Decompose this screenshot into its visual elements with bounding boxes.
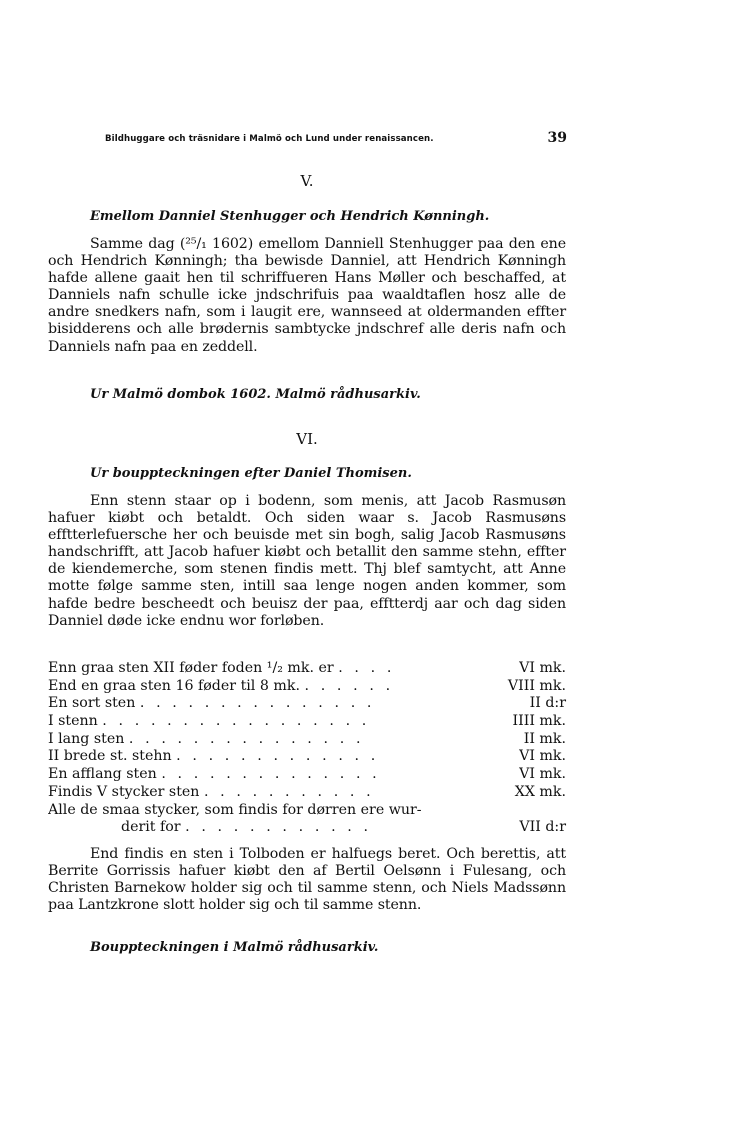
section-title-v: Emellom Danniel Stenhugger och Hendrich Kønningh. xyxy=(90,209,490,224)
inventory-row xyxy=(48,731,566,749)
inventory-amount: VI mk. xyxy=(519,660,566,676)
inventory-item: En afflang sten xyxy=(48,766,157,783)
inventory-amount: VII d:r xyxy=(519,819,566,836)
leader-dots: . . . . . . . . . . . . xyxy=(185,819,372,836)
inventory-row xyxy=(48,713,566,731)
leader-dots: . . . . . . . . . . . . . xyxy=(176,748,379,765)
source-line-vi: Bouppteckningen i Malmö rådhusarkiv. xyxy=(90,940,379,955)
leader-dots: . . . . . . . . . . . . . . xyxy=(161,766,381,783)
inventory-row xyxy=(48,695,566,713)
section-heading-vi: VI. xyxy=(296,430,318,448)
section-heading-v: V. xyxy=(300,172,314,190)
inventory-row xyxy=(48,766,566,784)
inventory-item: I lang sten xyxy=(48,730,125,747)
inventory-row xyxy=(48,678,566,696)
inventory-row xyxy=(48,784,566,802)
inventory-amount: VI mk. xyxy=(519,766,566,783)
inventory-amount: II d:r xyxy=(529,695,566,712)
leader-dots: . . . . xyxy=(338,660,395,676)
inventory-item: derit for xyxy=(121,819,181,836)
inventory-item: I stenn xyxy=(48,713,98,730)
page-number: 39 xyxy=(547,130,567,146)
inventory-amount: XX mk. xyxy=(514,783,566,800)
leader-dots: . . . . . . . . . . . . . . . xyxy=(139,695,376,712)
inventory-item: En sort sten xyxy=(48,695,136,712)
inventory-item: II brede st. stehn xyxy=(48,748,172,765)
inventory-row xyxy=(48,748,566,766)
leader-dots: . . . . . . xyxy=(304,677,394,694)
inventory-row xyxy=(48,660,566,678)
inventory-amount: VIII mk. xyxy=(507,677,566,694)
inventory-amount: IIII mk. xyxy=(512,713,566,730)
inventory-list xyxy=(48,660,566,837)
leader-dots: . . . . . . . . . . . . . . . . . xyxy=(102,713,370,730)
inventory-item: Alle de smaa stycker, som findis for dørren ere wur- xyxy=(48,801,422,818)
paragraph-vi: Enn stenn staar op i bodenn, som menis, att Jacob Rasmusøn hafuer kiøbt och betaldt. Och siden waar s. Jacob Rasmusøns efftterlefuersche her och beuisde met sin bogh, salig Jacob Rasmusøns handschrifft, att Jacob hafuer kiøbt och betallit den samme stehn, effter de kiendemerche, som stenen findis mett. Thj blef samtycht, att Anne motte følge samme sten, intill saa lenge nogen anden kommer, som hafde bedre bescheedt och beuisz der paa, efftterdj aar och dag siden Danniel døde icke endnu wor forløben. xyxy=(48,493,566,629)
inventory-item: Enn graa sten XII føder foden ¹/₂ mk. er xyxy=(48,660,334,676)
source-line-v: Ur Malmö dombok 1602. Malmö rådhusarkiv. xyxy=(90,387,421,402)
inventory-item: Findis V stycker sten xyxy=(48,783,200,800)
inventory-amount: II mk. xyxy=(523,730,566,747)
section-title-vi: Ur bouppteckningen efter Daniel Thomisen. xyxy=(90,466,412,481)
inventory-item: End en graa sten 16 føder til 8 mk. xyxy=(48,677,300,694)
closing-paragraph-vi: End findis en sten i Tolboden er halfuegs beret. Och berettis, att Berrite Gorrissis hafuer kiøbt den af Bertil Oelsønn i Fulesang, och Christen Barnekow holder sig och til samme stenn, och Niels Madssønn paa Lantzkrone slott holder sig och til samme stenn. xyxy=(48,846,566,914)
inventory-amount: VI mk. xyxy=(519,748,566,765)
leader-dots: . . . . . . . . . . . xyxy=(203,783,375,800)
paragraph-v: Samme dag (²⁵/₁ 1602) emellom Danniell Stenhugger paa den ene och Hendrich Kønningh; tha bewisde Danniel, att Hendrich Kønningh hafde allene gaait hen til schriffueren Hans Møller och beschaffed, at Danniels nafn schulle icke jndschrifuis paa waaldtaflen hosz alle de andre snedkers nafn, som i laugit ere, wannseed at oldermanden effter bisidderens och alle brødernis sambtycke jndschref alle deris nafn och Danniels nafn paa en zeddell. xyxy=(48,236,566,355)
leader-dots: . . . . . . . . . . . . . . . xyxy=(128,730,365,747)
inventory-row xyxy=(48,802,566,820)
inventory-row xyxy=(48,819,566,837)
running-head: Bildhuggare och träsnidare i Malmö och Lund under renaissancen. xyxy=(105,134,434,144)
